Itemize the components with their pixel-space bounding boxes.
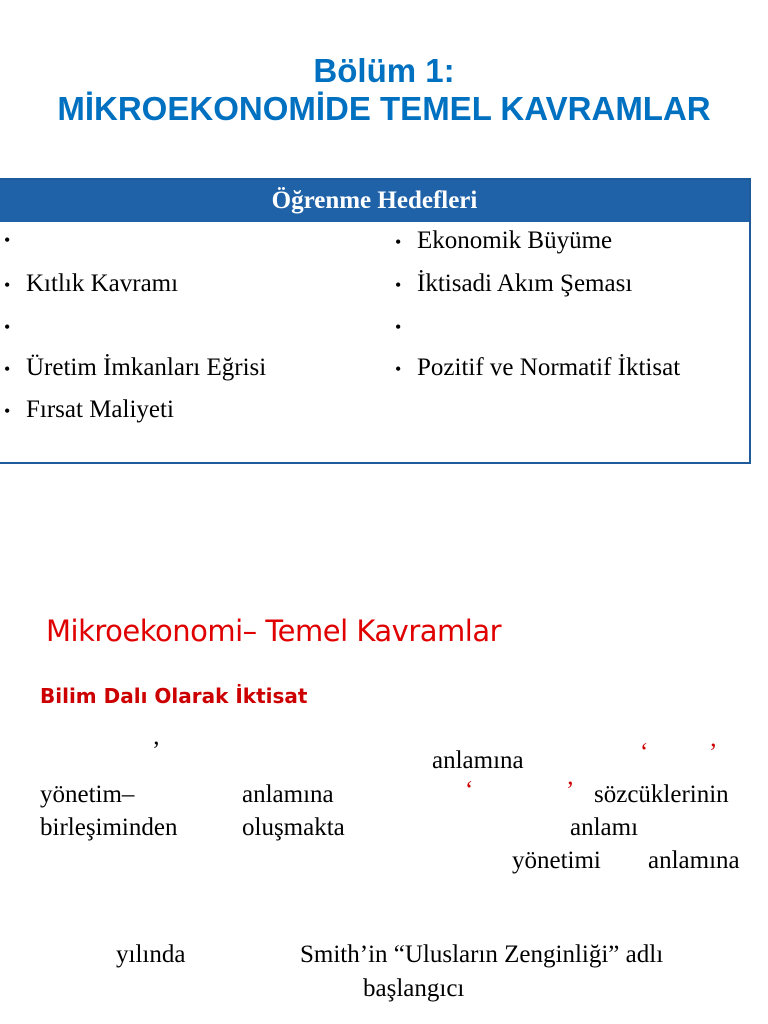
objective-item-right-2: • İktisadi Akım Şeması (395, 269, 632, 300)
quote-mark: ‘ (465, 777, 474, 804)
text-fragment: ’ (152, 737, 161, 764)
section-subheading: Bilim Dalı Olarak İktisat (40, 684, 308, 708)
title-line-2: MİKROEKONOMİDE TEMEL KAVRAMLAR (57, 90, 711, 127)
text-fragment: yılında (116, 941, 186, 968)
objective-item-left-3 (4, 311, 26, 342)
objective-item-right-1: • Ekonomik Büyüme (395, 226, 612, 257)
objective-item-left-5: • Fırsat Maliyeti (4, 395, 174, 426)
text-fragment: yönetim– (40, 781, 135, 808)
text-fragment: başlangıcı (363, 975, 465, 1002)
text-fragment: anlamı (570, 814, 639, 841)
text-fragment: yönetimi (512, 847, 601, 874)
bullet-icon: • (395, 317, 402, 338)
title-line-1: Bölüm 1: (313, 52, 455, 89)
bullet-icon: • (395, 232, 402, 253)
text-fragment: Smith’in “Ulusların Zenginliği” adlı (300, 941, 664, 968)
text-fragment: sözcüklerinin (594, 781, 729, 808)
bullet-icon: • (395, 275, 402, 296)
text-fragment: anlamına (432, 747, 524, 774)
objective-item-left-1 (4, 224, 26, 255)
bullet-icon: • (4, 275, 11, 296)
objective-item-right-4: • Pozitif ve Normatif İktisat (395, 353, 680, 384)
bullet-icon: • (4, 401, 11, 422)
bullet-icon: • (4, 317, 11, 338)
quote-mark: ‘ (640, 739, 649, 766)
objective-item-right-3 (395, 311, 417, 342)
text-fragment: anlamına (242, 781, 334, 808)
bullet-icon: • (4, 230, 11, 251)
text-fragment: birleşiminden (40, 814, 178, 841)
quote-mark: ’ (566, 777, 575, 804)
quote-mark: ’ (709, 739, 718, 766)
objective-item-left-4: • Üretim İmkanları Eğrisi (4, 353, 266, 384)
objectives-header: Öğrenme Hedefleri (0, 180, 749, 222)
section-heading: Mikroekonomi– Temel Kavramlar (46, 614, 502, 648)
text-fragment: oluşmakta (242, 814, 345, 841)
objective-item-left-2: • Kıtlık Kavramı (4, 269, 178, 300)
bullet-icon: • (395, 359, 402, 380)
text-fragment: anlamına (648, 847, 740, 874)
learning-objectives-box (0, 178, 751, 464)
slide-title (0, 52, 768, 128)
bullet-icon: • (4, 359, 11, 380)
